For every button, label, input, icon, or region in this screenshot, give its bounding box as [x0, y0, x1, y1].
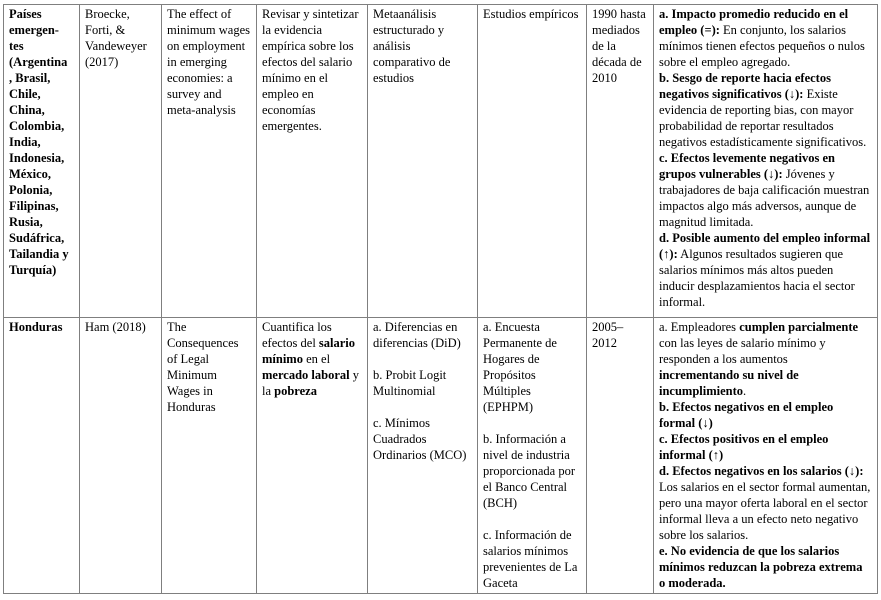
- minimum-wage-studies-table: [3, 4, 878, 594]
- text-segment: Revisar y sintetizar la evidencia empírica sobre los efectos del salario mínimo en el empleo en economías emergentes.: [262, 7, 359, 133]
- cell-paragraph: [373, 367, 471, 399]
- table-cell: [257, 5, 368, 318]
- document-page: [3, 4, 878, 594]
- bold-text-segment: a. Impacto promedio reducido en el empleo (=):: [659, 7, 849, 37]
- bold-text-segment: b. Efectos negativos en el empleo formal (↓): [659, 400, 834, 430]
- cell-paragraph: [483, 527, 580, 591]
- text-segment: Existe evidencia de reporting bias, con mayor probabilidad de reportar resultados negativos estadísticamente significativos.: [659, 87, 867, 149]
- cell-paragraph: [373, 351, 471, 367]
- cell-paragraph: [85, 319, 155, 335]
- bold-text-segment: d. Posible aumento del empleo informal (↑):: [659, 231, 871, 261]
- cell-paragraph: [659, 431, 871, 463]
- bold-text-segment: pobreza: [274, 384, 317, 398]
- cell-paragraph: [167, 6, 250, 118]
- table-cell: [4, 5, 80, 318]
- table-cell: [587, 5, 654, 318]
- table-cell: [368, 5, 478, 318]
- table-cell: [654, 318, 878, 594]
- cell-paragraph: [659, 399, 871, 431]
- text-segment: Metaanálisis estructurado y análisis comparativo de estudios: [373, 7, 451, 85]
- text-segment: Estudios empíricos: [483, 7, 579, 21]
- cell-paragraph: [373, 6, 471, 86]
- cell-paragraph: [85, 6, 155, 70]
- text-segment: Jóvenes y trabajadores de baja calificación muestran impactos algo más adversos, aunque de magnitud limitada.: [659, 167, 870, 229]
- cell-paragraph: [9, 6, 73, 278]
- cell-paragraph: [659, 230, 871, 310]
- bold-text-segment: c. Efectos levemente negativos en grupos vulnerables (↓):: [659, 151, 835, 181]
- table-cell: [162, 318, 257, 594]
- bold-text-segment: d. Efectos negativos en los salarios (↓):: [659, 464, 864, 478]
- bold-text-segment: e. No evidencia de que los salarios mínimos reduzcan la pobreza extrema o moderada.: [659, 544, 863, 590]
- bold-text-segment: Países emergen-tes (Argentina , Brasil, Chile, China, Colombia, India, Indonesia, México, Polonia, Filipinas, Rusia, Sudáfrica, Tailandia y Turquía): [9, 7, 69, 277]
- text-segment: b. Probit Logit Multinomial: [373, 368, 447, 398]
- table-cell: [80, 318, 162, 594]
- cell-paragraph: [167, 319, 250, 415]
- text-segment: Algunos resultados sugieren que salarios mínimos más altos pueden inducir desplazamientos hacia el sector informal.: [659, 247, 855, 309]
- cell-paragraph: [659, 70, 871, 150]
- text-segment: The effect of minimum wages on employment in emerging economies: a survey and meta-analysis: [167, 7, 250, 117]
- cell-paragraph: [262, 319, 361, 399]
- table-cell: [257, 318, 368, 594]
- cell-paragraph: [373, 399, 471, 415]
- cell-paragraph: [483, 6, 580, 22]
- cell-paragraph: [592, 6, 647, 86]
- cell-paragraph: [483, 319, 580, 415]
- cell-paragraph: [659, 319, 871, 399]
- text-segment: a. Diferencias en diferencias (DiD): [373, 320, 461, 350]
- bold-text-segment: cumplen parcialmente: [739, 320, 859, 334]
- cell-paragraph: [659, 463, 871, 543]
- text-segment: a. Empleadores: [659, 320, 740, 334]
- text-segment: The Consequences of Legal Minimum Wages in Honduras: [167, 320, 239, 414]
- table-cell: [162, 5, 257, 318]
- text-segment: Los salarios en el sector formal aumentan, pero una mayor oferta laboral en el sector informal lleva a un efecto neto negativo sobre los salarios.: [659, 480, 871, 542]
- text-segment: En conjunto, los salarios mínimos tienen efectos pequeños o nulos sobre el empleo agregado.: [659, 23, 865, 69]
- cell-paragraph: [373, 319, 471, 351]
- cell-paragraph: [373, 415, 471, 463]
- text-segment: Cuantifica los efectos del: [262, 320, 332, 350]
- cell-paragraph: [659, 543, 871, 591]
- text-segment: c. Información de salarios mínimos prevenientes de La Gaceta: [483, 528, 578, 590]
- text-segment: b. Información a nivel de industria proporcionada por el Banco Central (BCH): [483, 432, 575, 510]
- bold-text-segment: Honduras: [9, 320, 63, 334]
- table-cell: [478, 318, 587, 594]
- table-cell: [478, 5, 587, 318]
- cell-paragraph: [483, 511, 580, 527]
- text-segment: a. Encuesta Permanente de Hogares de Propósitos Múltiples (EPHPM): [483, 320, 557, 414]
- text-segment: en el: [302, 352, 331, 366]
- table-row: [4, 318, 878, 594]
- table-cell: [80, 5, 162, 318]
- text-segment: 1990 hasta mediados de la década de 2010: [592, 7, 646, 85]
- bold-text-segment: c. Efectos positivos en el empleo informal (↑): [659, 432, 829, 462]
- cell-paragraph: [262, 6, 361, 134]
- bold-text-segment: mercado laboral: [262, 368, 350, 382]
- cell-paragraph: [9, 319, 73, 335]
- text-segment: y la: [262, 368, 359, 398]
- text-segment: Ham (2018): [85, 320, 146, 334]
- table-cell: [587, 318, 654, 594]
- text-segment: con las leyes de salario mínimo y responden a los aumentos: [659, 336, 826, 366]
- bold-text-segment: b. Sesgo de reporte hacia efectos negativos significativos (↓):: [659, 71, 831, 101]
- cell-paragraph: [592, 319, 647, 351]
- text-segment: .: [743, 384, 747, 398]
- table-cell: [368, 318, 478, 594]
- text-segment: Broecke, Forti, & Vandeweyer (2017): [85, 7, 147, 69]
- cell-paragraph: [483, 431, 580, 511]
- text-segment: 2005–2012: [592, 320, 624, 350]
- table-row: [4, 5, 878, 318]
- cell-paragraph: [659, 150, 871, 230]
- cell-paragraph: [659, 6, 871, 70]
- table-body: [4, 5, 878, 594]
- text-segment: c. Mínimos Cuadrados Ordinarios (MCO): [373, 416, 467, 462]
- bold-text-segment: salario mínimo: [262, 336, 356, 366]
- table-cell: [4, 318, 80, 594]
- table-cell: [654, 5, 878, 318]
- cell-paragraph: [483, 415, 580, 431]
- bold-text-segment: incrementando su nivel de incumplimiento: [659, 368, 799, 398]
